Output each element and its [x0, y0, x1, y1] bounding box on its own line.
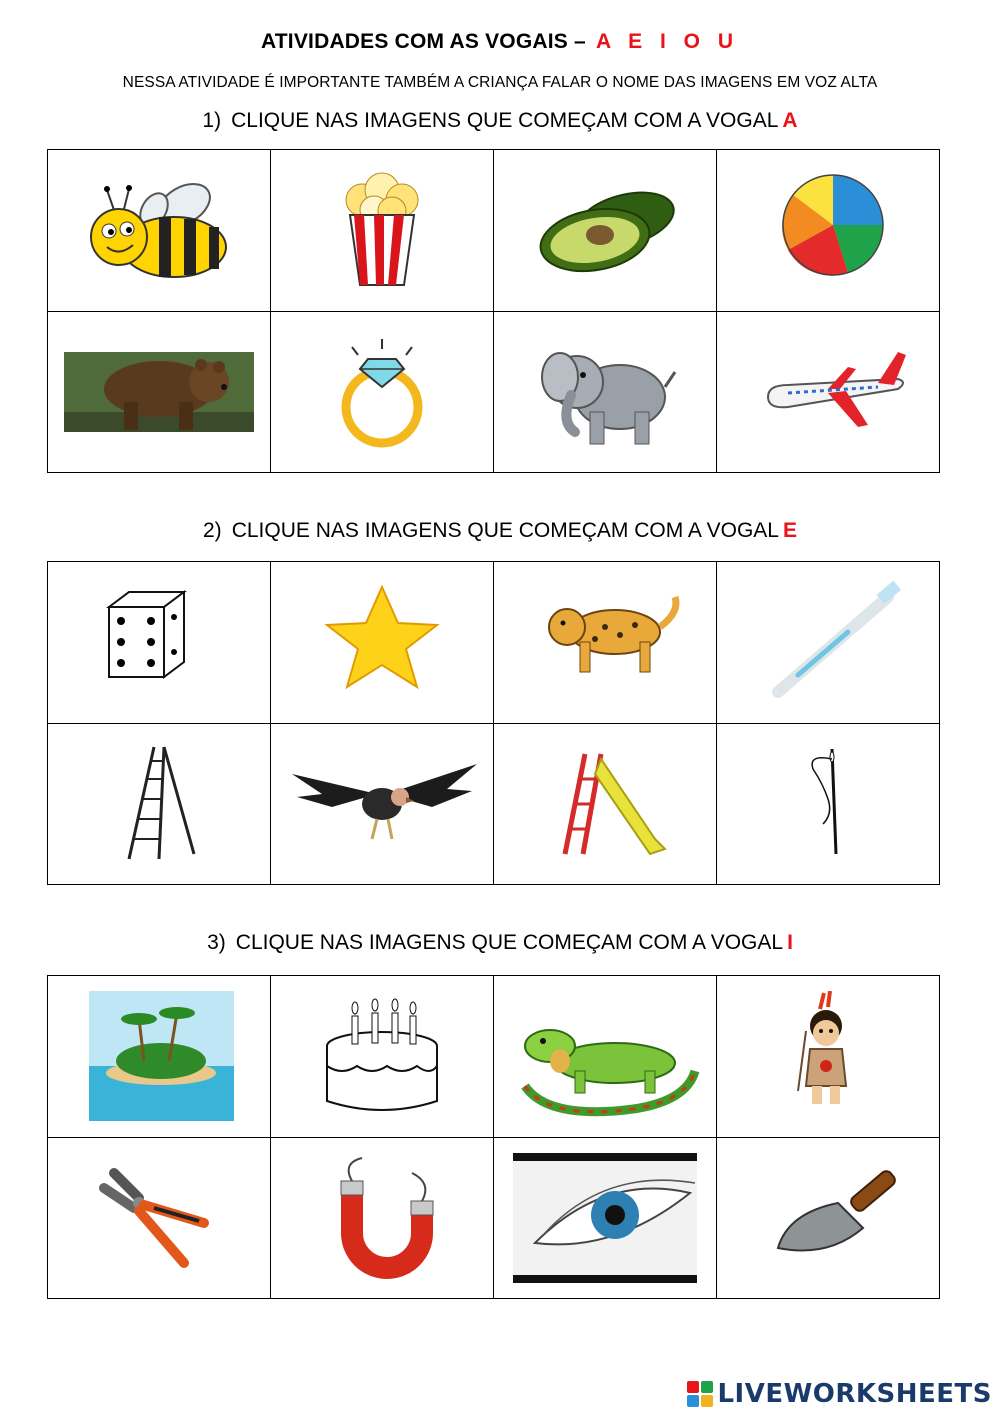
ladder-icon [59, 739, 259, 869]
footer-brand [687, 1379, 992, 1409]
magnet-icon [282, 1153, 482, 1283]
image-cell-airplane[interactable] [717, 312, 940, 474]
cake-icon [282, 991, 482, 1121]
popcorn-icon [282, 165, 482, 295]
beach-ball-icon [728, 165, 928, 295]
bee-icon [59, 165, 259, 295]
instruction-number: 2) [203, 519, 222, 542]
instruction-vowel: I [787, 931, 793, 954]
image-cell-elephant[interactable] [494, 312, 717, 474]
avocado-icon [505, 165, 705, 295]
instruction-1 [0, 109, 1000, 133]
page-title [0, 30, 1000, 54]
instruction-2 [0, 519, 1000, 543]
image-cell-eye[interactable] [494, 1138, 717, 1300]
image-grid-2 [47, 561, 940, 885]
image-cell-knife[interactable] [717, 1138, 940, 1300]
image-cell-island[interactable] [48, 976, 271, 1138]
instruction-text: CLIQUE NAS IMAGENS QUE COMEÇAM COM A VOGAL [231, 519, 779, 542]
ring-icon [282, 327, 482, 457]
page-subtitle: NESSA ATIVIDADE É IMPORTANTE TAMBÉM A CRIANÇA FALAR O NOME DAS IMAGENS EM VOZ ALTA [122, 74, 878, 91]
pliers-icon [59, 1153, 259, 1283]
island-icon [59, 991, 259, 1121]
title-text: ATIVIDADES COM AS VOGAIS – [260, 30, 586, 53]
knife-icon [728, 1153, 928, 1283]
image-cell-dice[interactable] [48, 562, 271, 724]
image-cell-bee[interactable] [48, 150, 271, 312]
slide-icon [505, 739, 705, 869]
instruction-number: 1) [202, 109, 222, 132]
image-cell-bear[interactable] [48, 312, 271, 474]
toothbrush-icon [728, 577, 928, 707]
instruction-vowel: A [782, 109, 798, 132]
vulture-icon [282, 739, 482, 869]
title-vowels: A E I O U [595, 30, 740, 53]
instruction-vowel: E [782, 519, 797, 542]
image-cell-vulture[interactable] [271, 724, 494, 886]
instruction-number: 3) [207, 931, 226, 954]
image-cell-cake[interactable] [271, 976, 494, 1138]
image-cell-slide[interactable] [494, 724, 717, 886]
image-grid-1 [47, 149, 940, 473]
needle-icon [728, 739, 928, 869]
instruction-text: CLIQUE NAS IMAGENS QUE COMEÇAM COM A VOGAL [231, 109, 779, 132]
image-cell-jaguar[interactable] [494, 562, 717, 724]
iguana-icon [505, 991, 705, 1121]
image-cell-star[interactable] [271, 562, 494, 724]
liveworksheets-logo-icon [687, 1381, 713, 1407]
jaguar-icon [505, 577, 705, 707]
image-grid-3 [47, 975, 940, 1299]
instruction-3 [0, 931, 1000, 955]
brand-text: LIVEWORKSHEETS [717, 1379, 992, 1409]
image-cell-needle[interactable] [717, 724, 940, 886]
elephant-icon [505, 327, 705, 457]
image-cell-pliers[interactable] [48, 1138, 271, 1300]
image-cell-ladder[interactable] [48, 724, 271, 886]
image-cell-ball[interactable] [717, 150, 940, 312]
star-icon [282, 577, 482, 707]
image-cell-avocado[interactable] [494, 150, 717, 312]
image-cell-iguana[interactable] [494, 976, 717, 1138]
eye-icon [505, 1153, 705, 1283]
instruction-text: CLIQUE NAS IMAGENS QUE COMEÇAM COM A VOGAL [235, 931, 784, 954]
image-cell-magnet[interactable] [271, 1138, 494, 1300]
image-cell-popcorn[interactable] [271, 150, 494, 312]
airplane-icon [728, 327, 928, 457]
indian-icon [728, 991, 928, 1121]
image-cell-ring[interactable] [271, 312, 494, 474]
dice-icon [59, 577, 259, 707]
image-cell-toothbrush[interactable] [717, 562, 940, 724]
image-cell-indian[interactable] [717, 976, 940, 1138]
bear-icon [59, 327, 259, 457]
